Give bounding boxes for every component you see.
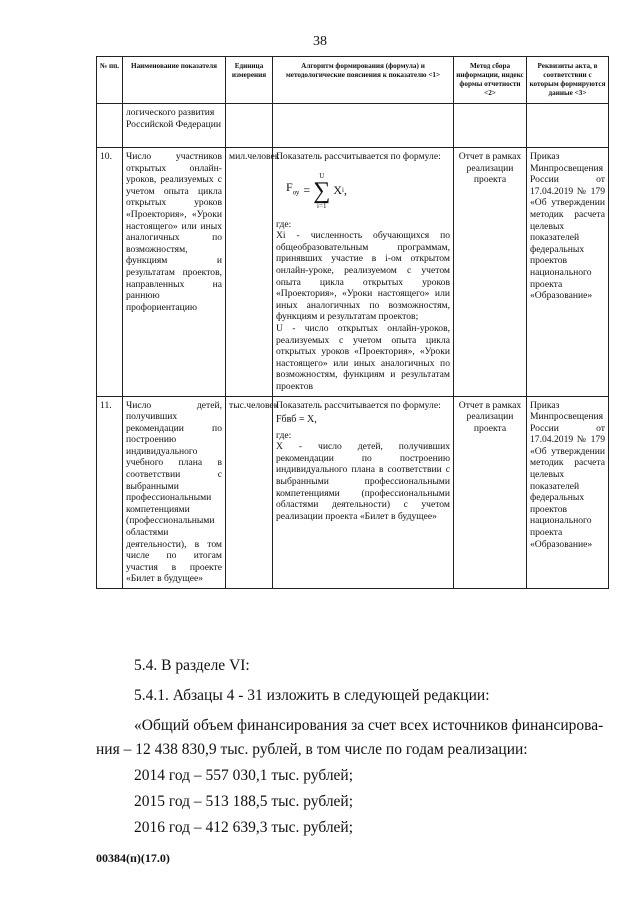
row10-no: 10. (97, 148, 123, 397)
row11-where: где: (276, 429, 292, 441)
body-paragraph-6: 2016 год – 412 639,3 тыс. рублей; (134, 819, 354, 836)
row10-formula (286, 169, 450, 213)
table-row-11 (97, 396, 609, 589)
formula-tail: , (343, 182, 347, 197)
formula-rhs: X (333, 182, 342, 197)
body-paragraph-3b: ния – 12 438 830,9 тыс. рублей, в том числе по годам реализации: (96, 741, 528, 758)
header-method: Метод сбора информации, индекс формы отчетности <2> (454, 57, 527, 104)
body-paragraph-5: 2015 год – 513 188,5 тыс. рублей; (134, 793, 354, 810)
row10-name: Число участников открытых онлайн-уроков, реализуемых с учетом опыта цикла открытых уроков «Проектория», «Уроки настоящего» или иных аналогичных по возможностям, функциям и результатам проектов, направленных на раннюю профориентацию (123, 148, 226, 397)
table-row-continuation (97, 104, 609, 148)
row11-expl: X - число детей, получивших рекомендации по построению индивидуального плана в соответствии с выбранными профессиональными компетенциями (профессиональными областями деятельности) с учетом реализации проекта «Билет в будущее» (276, 441, 450, 522)
footer-code: 00384(п)(17.0) (96, 851, 170, 865)
row10-expl1: Xi - численность обучающихся по общеобразовательным программам, принявших участие в i-ом открытом онлайн-уроке, реализуемом с учетом опыта цикла открытых уроков «Проектория», «Уроки настоящего» или иных аналогичных по возможностям, функциям и результатам проектов; (276, 230, 450, 323)
row11-name: Число детей, получивших рекомендации по построению индивидуального учебного плана в соответствии с выбранными профессиональными компетенциями (профессиональными областями деятельности), в том числе по итогам участия в проекте «Билет в будущее» (123, 396, 226, 589)
formula-rhs-sub: i (341, 185, 344, 194)
row10-unit: мил.человек (226, 148, 273, 397)
sigma-symbol-icon: ∑ (313, 177, 331, 204)
formula-lhs: F (286, 180, 293, 195)
table-header-row (97, 57, 609, 104)
header-algorithm: Алгоритм формирования (формула) и методологические пояснения к показателю <1> (273, 57, 454, 104)
header-unit: Единица измерения (226, 57, 273, 104)
sigma-operator (313, 172, 330, 210)
row10-expl2: U - число открытых онлайн-уроков, реализуемых с учетом опыта цикла открытых уроков «Проектория», «Уроки настоящего» или иных аналогичных по возможностям, функциям и результатам проектов (276, 322, 450, 392)
row11-method: Отчет в рамках реализации проекта (454, 396, 527, 589)
row10-algorithm (273, 148, 454, 397)
row10-where: где: (276, 218, 292, 230)
sigma-top: U (319, 171, 325, 180)
row11-formula: Fбвб = X, (276, 414, 317, 426)
header-no: № пп. (97, 57, 123, 104)
sigma-bottom: i=1 (317, 201, 327, 210)
continuation-name: логического развития Российской Федерации (123, 104, 226, 148)
row10-act: Приказ Минпросвещения России от 17.04.2019 № 179 «Об утверждении методик расчета целевых показателей федеральных проектов национального проекта «Образование» (527, 148, 609, 397)
header-name: Наименование показателя (123, 57, 226, 104)
row10-algo-intro: Показатель рассчитывается по формуле: (276, 151, 441, 162)
row11-algorithm (273, 396, 454, 589)
row10-method: Отчет в рамках реализации проекта (454, 148, 527, 397)
body-paragraph-3a: «Общий объем финансирования за счет всех источников финансирова- (134, 717, 604, 734)
row11-unit: тыс.человек (226, 396, 273, 589)
formula-eq: = (303, 182, 311, 197)
body-paragraph-4: 2014 год – 557 030,1 тыс. рублей; (134, 767, 354, 784)
formula-lhs-sub: оу (292, 188, 300, 197)
row11-algo-intro: Показатель рассчитывается по формуле: (276, 399, 441, 411)
body-paragraph-1: 5.4. В разделе VI: (134, 657, 250, 674)
table-row-10 (97, 148, 609, 397)
header-act: Реквизиты акта, в соответствии с которым формируются данные <3> (527, 57, 609, 104)
row11-no: 11. (97, 396, 123, 589)
body-paragraph-2: 5.4.1. Абзацы 4 - 31 изложить в следующей редакции: (134, 687, 490, 704)
page-number: 38 (313, 34, 327, 49)
row11-act: Приказ Минпросвещения России от 17.04.2019 № 179 «Об утверждении методик расчета целевых показателей федеральных проектов национального проекта «Образование» (527, 396, 609, 589)
indicator-table (96, 56, 609, 589)
